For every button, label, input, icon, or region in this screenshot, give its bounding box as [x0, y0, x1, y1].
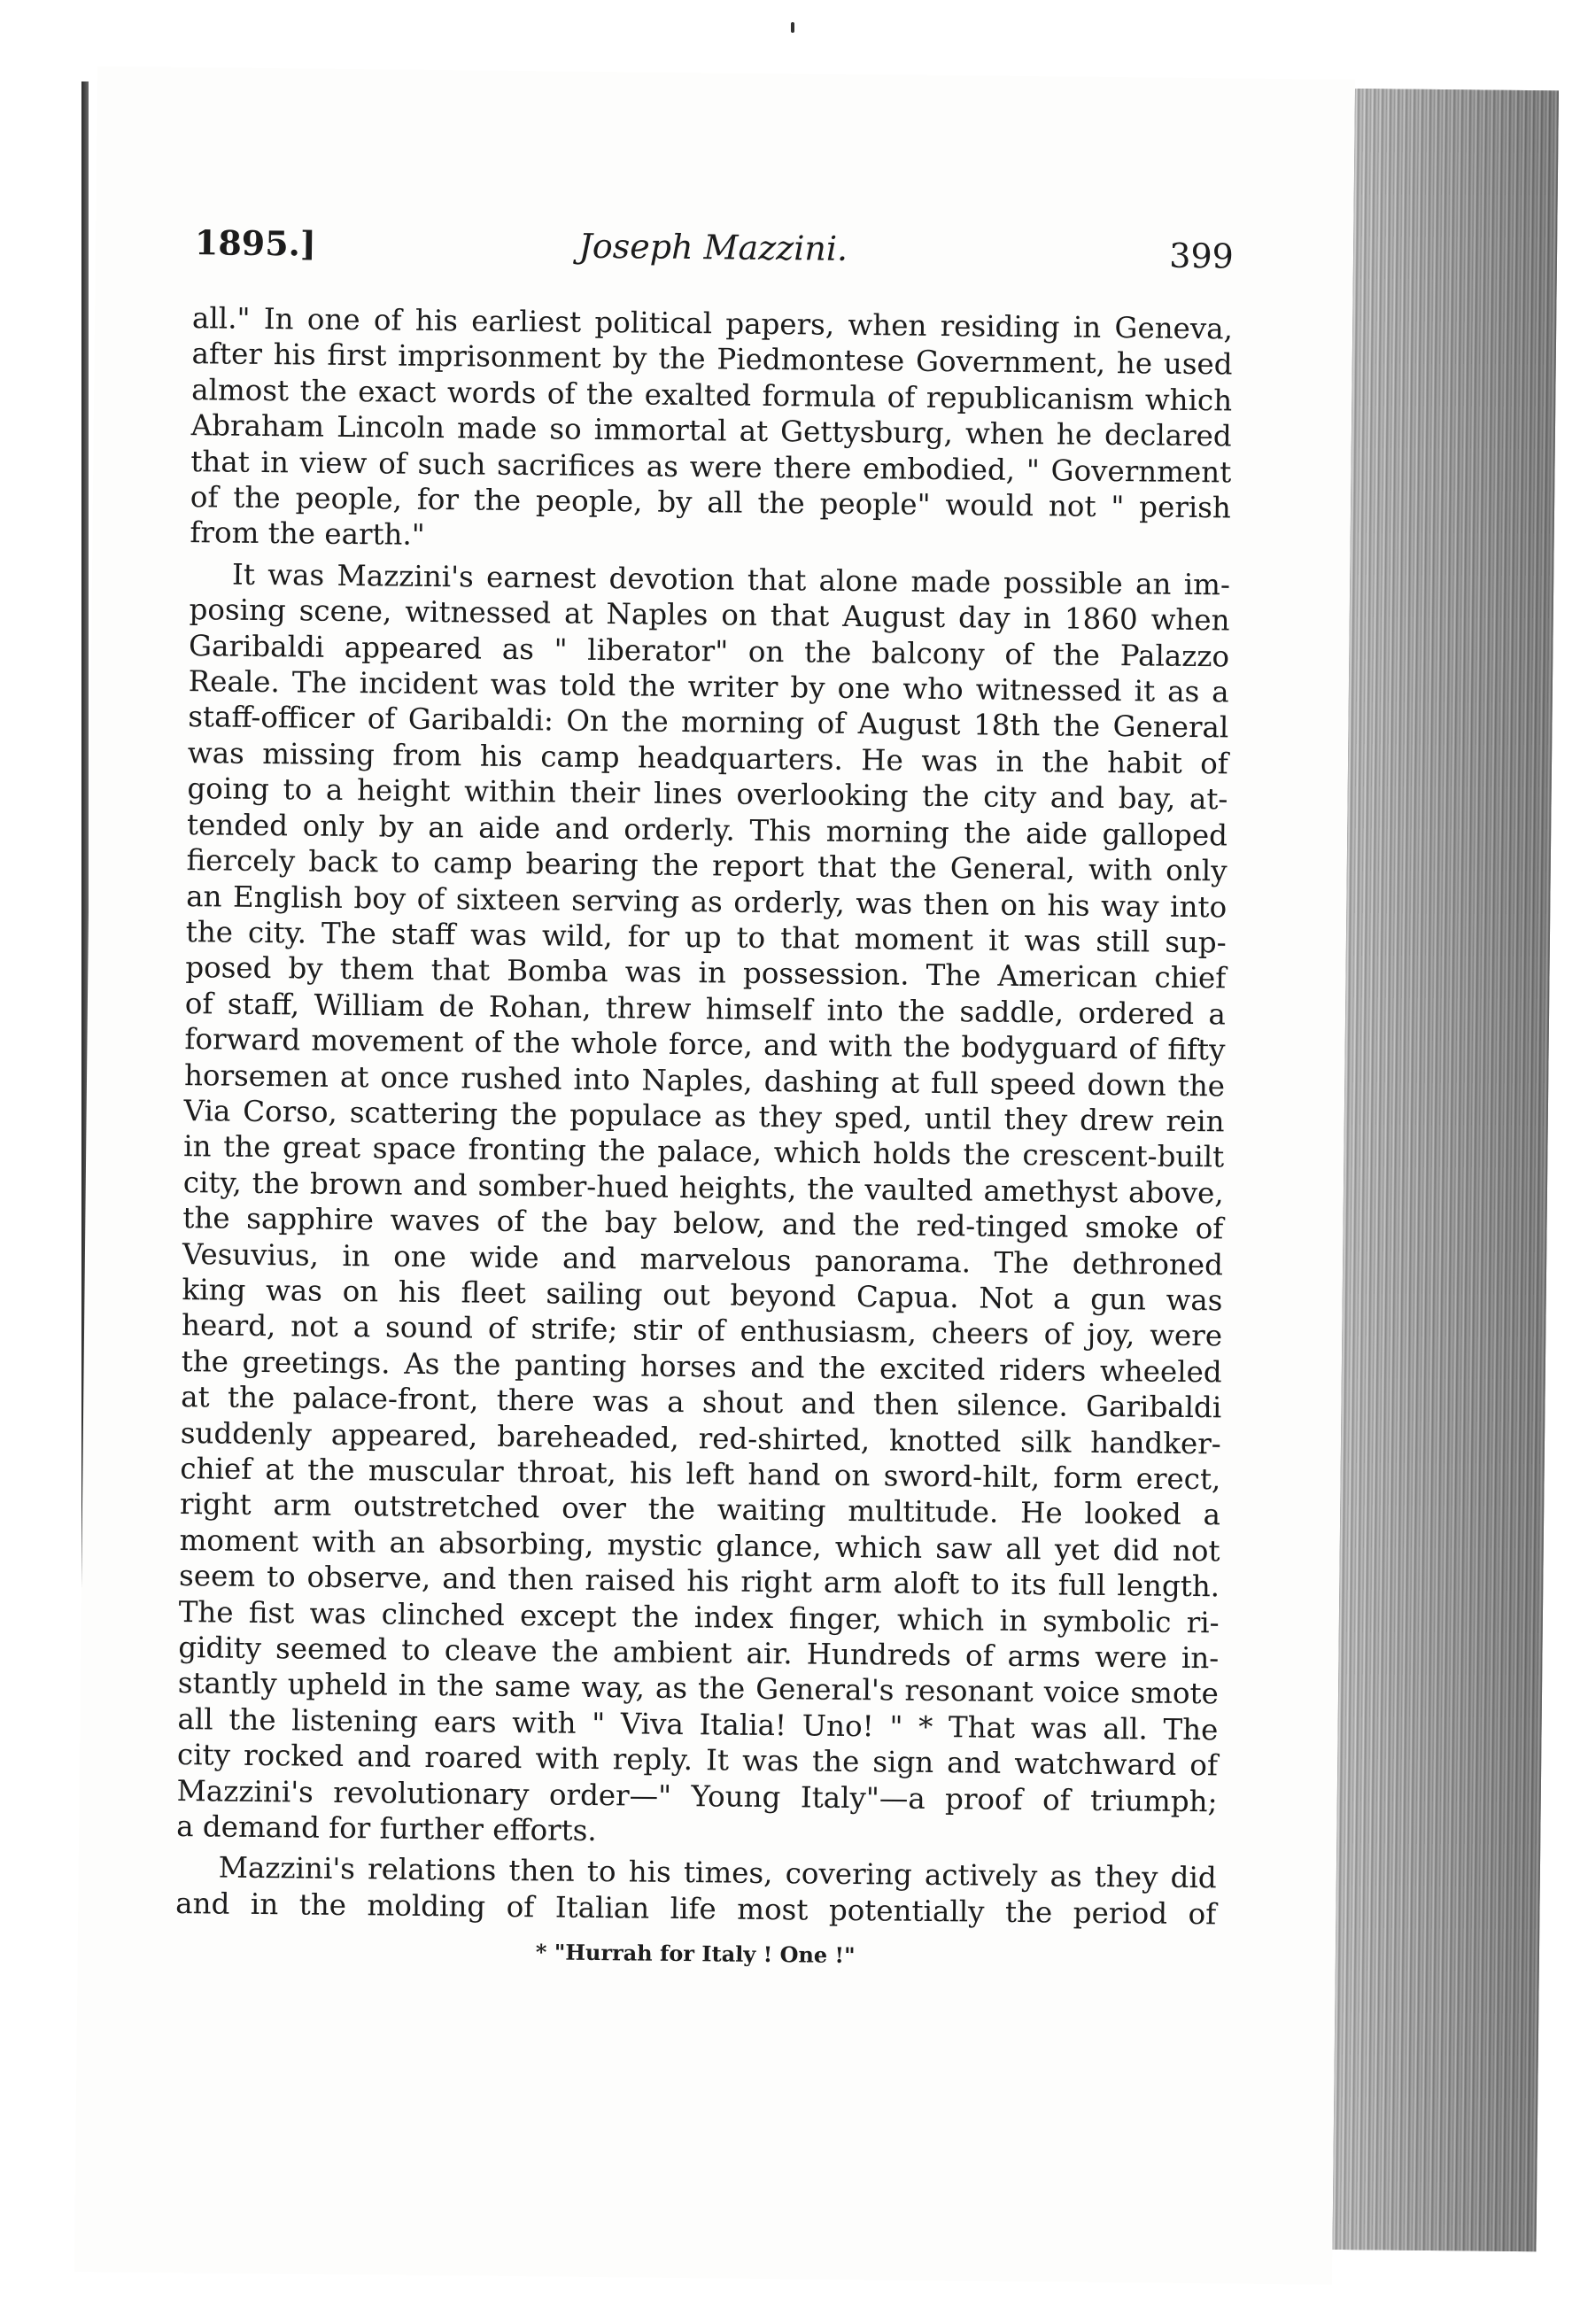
text-line: Mazzini's revolutionary order—" Young Italy"—a proof of triumph;	[176, 1773, 1218, 1819]
text-line: chief at the muscular throat, his left hand on sword-hilt, form erect,	[180, 1452, 1221, 1497]
text-line: that in view of such sacrifices as were there embodied, " Government	[190, 444, 1232, 490]
text-line: gidity seemed to cleave the ambient air. Hundreds of arms were in-	[178, 1631, 1220, 1676]
text-line: staff-officer of Garibaldi: On the morning of August 18th the General	[188, 700, 1229, 745]
text-line: Vesuvius, in one wide and marvelous panorama. The dethroned	[182, 1236, 1224, 1282]
running-head	[192, 222, 1234, 295]
text-line: city, the brown and somber-hued heights, the vaulted amethyst above,	[182, 1165, 1224, 1211]
text-line: Reale. The incident was told the writer by one who witnessed it as a	[188, 664, 1229, 709]
text-line: moment with an absorbing, mystic glance, which saw all yet did not	[179, 1522, 1220, 1569]
text-line: fiercely back to camp bearing the report that the General, with only	[186, 843, 1228, 888]
text-line: stantly upheld in the same way, as the General's resonant voice smote	[177, 1666, 1220, 1711]
text-line: was missing from his camp headquarters. He was in the habit of	[187, 735, 1229, 781]
text-line: heard, not a sound of strife; stir of enthusiasm, cheers of joy, were	[181, 1308, 1223, 1353]
text-line: and in the molding of Italian life most potentially the period of	[175, 1886, 1217, 1932]
text-line: forward movement of the whole force, and with the bodyguard of fifty	[184, 1022, 1226, 1067]
text-line: at the palace-front, there was a shout and then silence. Garibaldi	[181, 1380, 1222, 1425]
text-line: seem to observe, and then raised his right arm aloft to its full length.	[178, 1559, 1220, 1604]
text-line: after his first imprisonment by the Piedmontese Government, he used	[191, 337, 1233, 382]
text-line: city rocked and roared with reply. It was the sign and watchward of	[176, 1738, 1219, 1783]
text-line: in the great space fronting the palace, which holds the crescent-built	[183, 1129, 1225, 1174]
scan-speck	[791, 22, 794, 33]
paragraph	[175, 1850, 1217, 1933]
page-content	[175, 222, 1234, 1972]
paragraph	[190, 300, 1233, 562]
text-line: king was on his fleet sailing out beyond Capua. Not a gun was	[182, 1273, 1223, 1318]
text-line: the greetings. As the panting horses and the excited riders wheeled	[181, 1344, 1222, 1390]
text-line: suddenly appeared, bareheaded, red-shirted, knotted silk handker-	[180, 1415, 1221, 1460]
text-line: an English boy of sixteen serving as orderly, was then on his way into	[185, 879, 1228, 924]
page-edges-stack	[1332, 89, 1559, 2251]
text-line-last: from the earth."	[190, 515, 425, 553]
text-line: going to a height within their lines overlooking the city and bay, at-	[187, 771, 1228, 817]
book-page	[74, 66, 1355, 2285]
text-line: all." In one of his earliest political papers, when residing in Geneva,	[191, 301, 1234, 346]
footnote: * "Hurrah for Italy ! One !"	[535, 1939, 856, 1969]
paragraph	[176, 556, 1230, 1855]
text-line: right arm outstretched over the waiting multitude. He looked a	[179, 1487, 1221, 1532]
text-line-last: a demand for further efforts.	[175, 1809, 597, 1848]
text-line: all the listening ears with " Viva Italia! Uno! " * That was all. The	[177, 1701, 1219, 1747]
running-head-title: Joseph Mazzini.	[578, 226, 848, 268]
text-line: almost the exact words of the exalted formula of republicanism which	[190, 372, 1233, 418]
text-line: horsemen at once rushed into Naples, dashing at full speed down the	[183, 1057, 1226, 1103]
body-text	[175, 300, 1233, 1932]
text-line: the city. The staff was wild, for up to that moment it was still sup-	[185, 915, 1227, 960]
text-line: posing scene, witnessed at Naples on that August day in 1860 when	[189, 593, 1230, 638]
text-line: Abraham Lincoln made so immortal at Gettysburg, when he declared	[190, 408, 1232, 453]
text-line: Mazzini's relations then to his times, covering actively as they did	[218, 1851, 1217, 1895]
text-line: of staff, William de Rohan, threw himself into the saddle, ordered a	[184, 986, 1227, 1032]
text-line: It was Mazzini's earnest devotion that alone made possible an im-	[231, 557, 1231, 602]
text-line: Via Corso, scattering the populace as they sped, until they drew rein	[183, 1094, 1225, 1139]
text-line: The fist was clinched except the index finger, which in symbolic ri-	[178, 1594, 1220, 1639]
text-line: tended only by an aide and orderly. This morning the aide galloped	[186, 807, 1228, 853]
text-line: the sapphire waves of the bay below, and the red-tinged smoke of	[182, 1201, 1224, 1246]
text-line: Garibaldi appeared as " liberator" on the balcony of the Palazzo	[188, 628, 1230, 674]
text-line: of the people, for the people, by all the people" would not " perish	[190, 480, 1232, 525]
running-head-year: 1895.]	[194, 222, 317, 264]
page-number: 399	[1169, 236, 1235, 276]
text-line: posed by them that Bomba was in possession. The American chief	[185, 950, 1227, 995]
